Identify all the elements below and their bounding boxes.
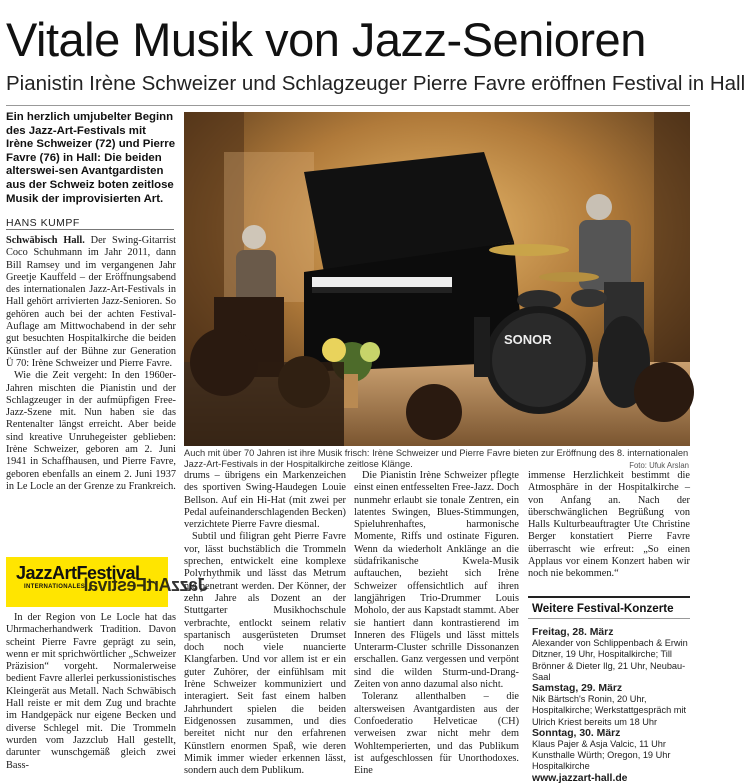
concert-list bbox=[528, 627, 690, 773]
day-label: Freitag, 28. März bbox=[532, 627, 614, 638]
subheadline: Pianistin Irène Schweizer und Schlagzeuger Pierre Favre eröffnen Festival in Hall bbox=[6, 72, 745, 95]
day-label: Samstag, 29. März bbox=[532, 683, 623, 695]
byline-rule bbox=[6, 229, 174, 230]
photo-caption: Auch mit über 70 Jahren ist ihre Musik frisch: Irène Schweizer und Pierre Favre bieten zur Eröffnung des 8. internationalen Jazz-Art-Festivals in der Hospitalkirche zeitlose Klänge. bbox=[184, 448, 689, 469]
paragraph-1-text: Der Swing-Gitarrist Coco Schuhmann im Jahr 2011, dann Bill Ramsey und im vergangenen Jahr Greetje Kauffeld – der Eröffnungsabend des internationalen Jazz-Art-Festivals in Hall gehört arrivierten Jazz-Senioren. So gehören auch bei der achten Festival-Auflage am Mittwochabend in der sehr gut besuchten Hospitalkirche die beiden Künstler auf der Bühne zur Generation Ü 70: Irène Schweizer und Pierre Favre. bbox=[6, 235, 177, 369]
concert-day bbox=[532, 683, 690, 728]
column-1-bottom bbox=[6, 612, 176, 770]
day-details: Alexander von Schlippenbach & Erwin Ditzner, 19 Uhr, Hospitalkirche; Till Brönner & Dieter Ilg, 21 Uhr, Neubau-Saal bbox=[532, 638, 688, 682]
lead-paragraph: Ein herzlich umjubelter Beginn des Jazz-Art-Festivals mit Irène Schweizer (72) und Pierre Favre (76) in Hall: Die beiden alterswei-sen Avantgardisten aus der Schweiz boten zeitlose Musik der improvisierten Art. bbox=[6, 111, 176, 205]
headline: Vitale Musik von Jazz-Senioren bbox=[6, 13, 646, 66]
ad-brand-mirror: JazzArtFestival bbox=[84, 575, 208, 595]
day-details: Klaus Pajer & Asja Valcic, 11 Uhr Kunsthalle Würth; Oregon, 19 Uhr Hospitalkirche bbox=[532, 739, 671, 772]
column-2 bbox=[184, 470, 346, 777]
paragraph-3: In der Region von Le Locle hat das Uhrmacherhandwerk Tradition. Davon scheint Pierre Favre geprägt zu sein, wenn er mit sprichwörtlicher „Schweizer Präzision“ vorgeht. Normalerweise bedient Favre allerlei perkussionistisches Kleingerät aus Metall. Nach Schwäbisch Hall reiste er mit dem Zug und brachte im Handgepäck nur eigene Becken und diverse Schlegel mit. Die Trommeln wurden vom Jazzclub Hall gestellt, darunter wunschgemäß gleich zwei Bass- bbox=[6, 612, 176, 771]
column-3 bbox=[354, 470, 519, 777]
drum-brand-label: SONOR bbox=[504, 332, 552, 347]
dateline: Schwäbisch Hall. bbox=[6, 235, 85, 246]
day-label: Sonntag, 30. März bbox=[532, 727, 621, 739]
concert-day bbox=[532, 627, 690, 683]
day-details: Nik Bärtsch's Ronin, 20 Uhr, Hospitalkirche; Werkstattgespräch mit Ulrich Kriest bereits um 18 Uhr bbox=[532, 694, 687, 727]
paragraph-8: immense Herzlichkeit bestimmt die Atmosphäre in der Hospitalkirche – von Anfang an. Nach der überschwänglichen Begrüßung von Halls Kulturbeauftragter Ute Christine Berger konstatiert Pierre Favre überrascht wie erfreut: „So einen Applaus vor einem Konzert haben wir noch nie bekommen.“ bbox=[528, 470, 690, 580]
ad-brand: JazzArtFestival bbox=[16, 563, 140, 583]
column-1-top bbox=[6, 235, 176, 565]
headline-rule bbox=[6, 105, 690, 106]
sidebar-title: Weitere Festival-Konzerte bbox=[528, 596, 690, 619]
paragraph-1 bbox=[6, 235, 176, 370]
paragraph-4: drums – übrigens ein Markenzeichen des sportiven Swing-Haudegen Louie Bellson. Auf ein Hi-Hat (mit zwei per Pedal aufeinanderschlagenden Becken) verzichtete Pierre Favre diesmal. bbox=[184, 470, 346, 531]
concert-day bbox=[532, 728, 690, 773]
concerts-sidebar bbox=[528, 596, 690, 784]
paragraph-6: Die Pianistin Irène Schweizer pflegte einst einen entfesselten Free-Jazz. Doch nunmehr erlaubt sie tonale Zentren, ein latentes Swingen, Blues-Stimmungen, Spieluhrenhaftes, harmonische Momente, Riffs und ostinate Figuren. Wenn da wiederholt Anklänge an die südafrikanische Kwela-Musik auftauchen, bezieht sich Irène Schweizer offensichtlich auf ihren langjährigen Trio-Drummer Louis Moholo, der aus Kapstadt stammt. Aber sie hantiert dann kontrastierend im Inneren des Flügels und lässt mittels Unterarm-Cluster schrille Dissonanzen erschallen. Ganz vergessen und verpönt sind die wilden Sturm-und-Drang-Zeiten von anno dazumal also nicht. bbox=[354, 470, 519, 691]
concert-photo bbox=[184, 112, 690, 446]
paragraph-7: Toleranz allenthalben – die altersweisen Avantgardisten aus der Confoederatio Helveticae (CH) verweisen zwar nicht mehr dem Wohltemperierten, und das Publikum ist aufgeschlossen für Unorthodoxes. Eine bbox=[354, 691, 519, 777]
author-byline: HANS KUMPF bbox=[6, 217, 80, 229]
column-4 bbox=[528, 470, 690, 590]
photo-credit: Foto: Ufuk Arslan bbox=[629, 461, 689, 470]
festival-ad[interactable] bbox=[6, 557, 208, 607]
festival-website-link[interactable]: www.jazzart-hall.de bbox=[532, 772, 628, 784]
ad-subtitle: INTERNATIONALES bbox=[24, 584, 86, 590]
paragraph-2: Wie die Zeit vergeht: In den 1960er-Jahren mischten die Pianistin und der Schlagzeuger in der aufmüpfigen Free-Jazz-Szene mit. Nun haben sie das Rentenalter längst erreicht. Aber beide sind kreative Unruhegeister geblieben: Irène Schweizer, geboren am 2. Juni 1941 in Schaffhausen, und Pierre Favre, geboren ebenfalls an einem 2. Juni 1937 in Le Locle an der Grenze zu Frankreich. bbox=[6, 370, 176, 492]
paragraph-5: Subtil und filigran geht Pierre Favre vor, lässt buchstäblich die Trommeln sprechen, entwickelt eine komplexe Polyrhythmik und lässt das Metrum nie penetrant werden. Der Könner, der zehn Jahre als Dozent an der Stuttgarter Musikhochschule verbrachte, entlockt seinem relativ spartanisch ausgerüsteten Drumset doch noch viele nuancierte Klangfarben. Und vor allem ist er ein guter Zuhörer, der einfühlsam mit Irène Schweizer kommuniziert und interagiert. Seit fast einem halben Jahrhundert spielen die beiden Eidgenossen zusammen, und dies bereitet nicht nur den erfahrenen Künstlern enormen Spaß, wie deren Mimik immer wieder erkennen lässt, sondern auch dem Publikum. bbox=[184, 531, 346, 777]
